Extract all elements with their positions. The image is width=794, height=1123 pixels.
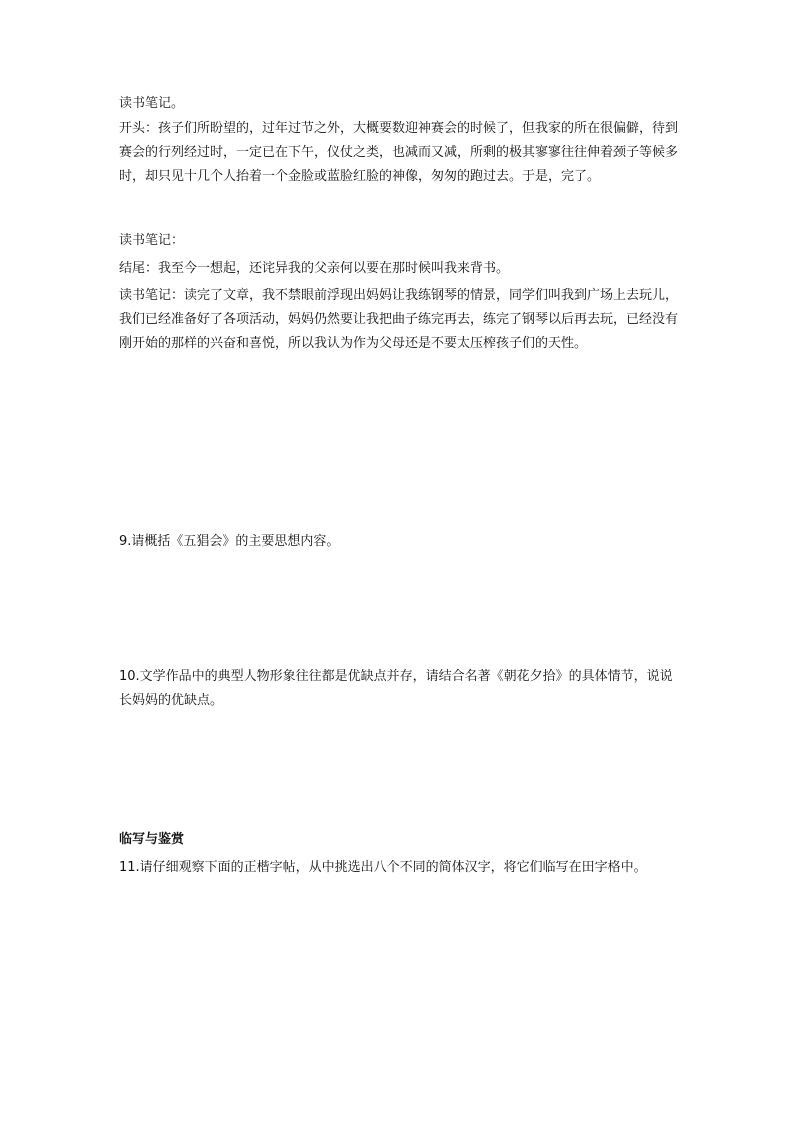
reading-note-reflection: 读书笔记：读完了文章，我不禁眼前浮现出妈妈让我练钢琴的情景，同学们叫我到广场上去玩儿，我们已经准备好了各项活动，妈妈仍然要让我把曲子练完再去，练完了钢琴以后再去玩，已经没有刚开始的那样的兴奋和喜悦，所以我认为作为父母还是不要太压榨孩子们的天性。 <box>119 288 679 351</box>
ending-excerpt: 结尾：我至今一想起，还诧异我的父亲何以要在那时候叫我来背书。 <box>119 261 510 276</box>
document-page <box>119 0 679 1123</box>
reading-note-label: 读书笔记： <box>119 233 185 248</box>
reading-note-label: 读书笔记。 <box>119 96 185 111</box>
section-title: 临写与鉴赏 <box>119 832 185 847</box>
question-11: 11.请仔细观察下面的正楷字帖，从中挑选出八个不同的简体汉字，将它们临写在田字格中。 <box>119 860 647 875</box>
opening-excerpt: 开头：孩子们所盼望的，过年过节之外，大概要数迎神赛会的时候了，但我家的所在很偏僻，待到赛会的行列经过时，一定已在下午，仪仗之类，也减而又减，所剩的极其寥寥往往伸着颈子等候多时，却只见十几个人抬着一个金脸或蓝脸红脸的神像，匆匆的跑过去。于是，完了。 <box>119 121 679 184</box>
question-10: 10.文学作品中的典型人物形象往往都是优缺点并存，请结合名著《朝花夕拾》的具体情节，说说长妈妈的优缺点。 <box>119 669 673 708</box>
question-9: 9.请概括《五猖会》的主要思想内容。 <box>119 534 340 549</box>
